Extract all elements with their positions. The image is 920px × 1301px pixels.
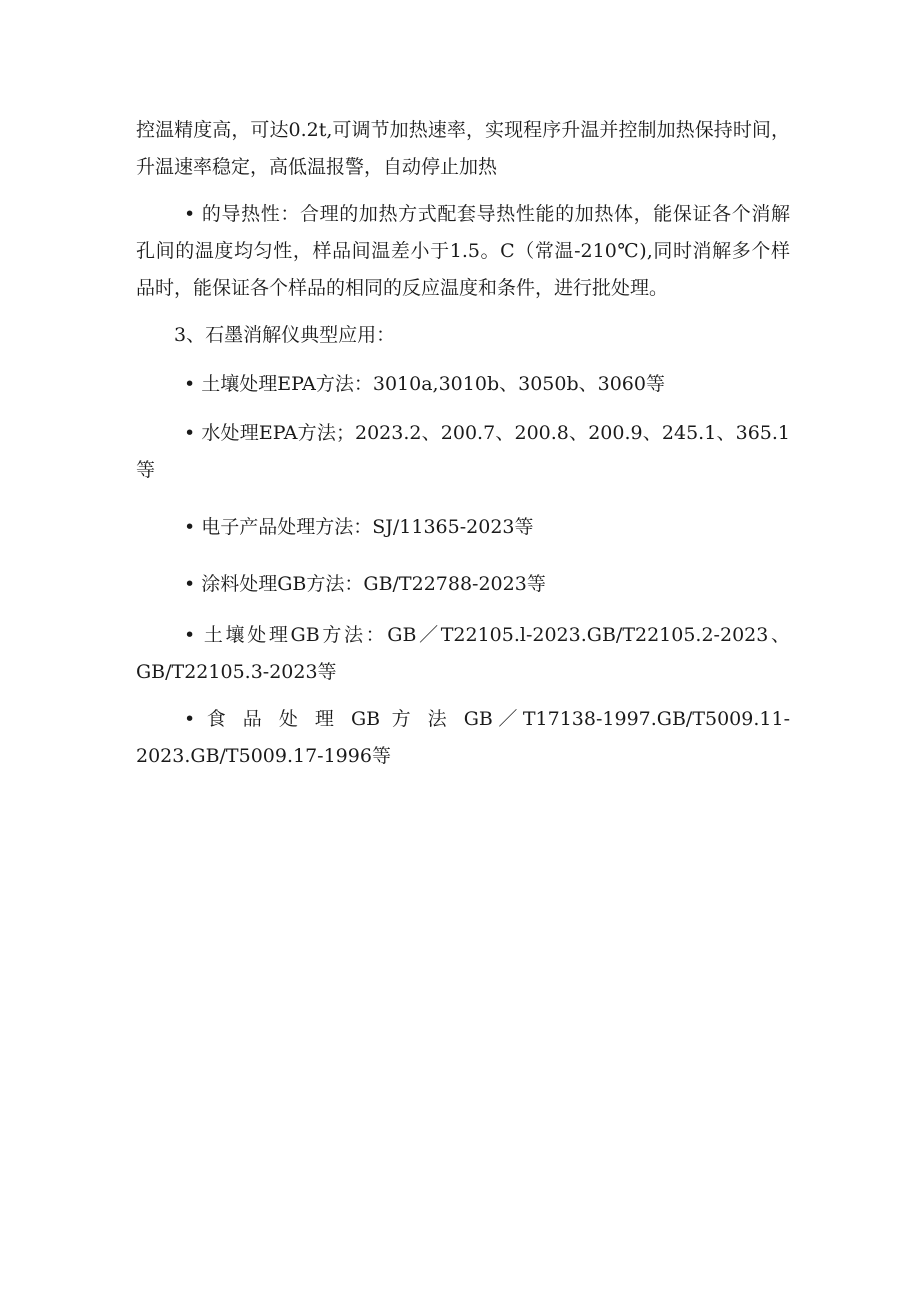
list-item-soil-gb: • 土壤处理GB方法：GB／T22105.l-2023.GB/T22105.2-2023、GB/T22105.3-2023等 [136,624,790,683]
list-item-water-epa: • 水处理EPA方法；2023.2、200.7、200.8、200.9、245.1、365.1等 [136,422,790,481]
paragraph-temperature-control: 控温精度高，可达0.2t,可调节加热速率，实现程序升温并控制加热保持时间，升温速率稳定，高低温报警，自动停止加热 [136,119,790,178]
list-item-electronics: • 电子产品处理方法：SJ/11365-2023等 [184,516,534,538]
list-item-coatings-gb: • 涂料处理GB方法：GB/T22788-2023等 [184,573,546,595]
list-item-soil-epa: • 土壤处理EPA方法：3010a,3010b、3050b、3060等 [184,373,665,395]
section-heading-applications: 3、石墨消解仪典型应用： [174,324,396,346]
paragraph-thermal-conductivity: • 的导热性：合理的加热方式配套导热性能的加热体，能保证各个消解孔间的温度均匀性，样品间温差小于1.5。C（常温-210℃),同时消解多个样品时，能保证各个样品的相同的反应温度和条件，进行批处理。 [136,203,790,299]
list-item-food-gb: • 食 品 处 理 GB 方 法 GB／T17138-1997.GB/T5009.11-2023.GB/T5009.17-1996等 [136,708,790,767]
document-body [136,112,790,775]
